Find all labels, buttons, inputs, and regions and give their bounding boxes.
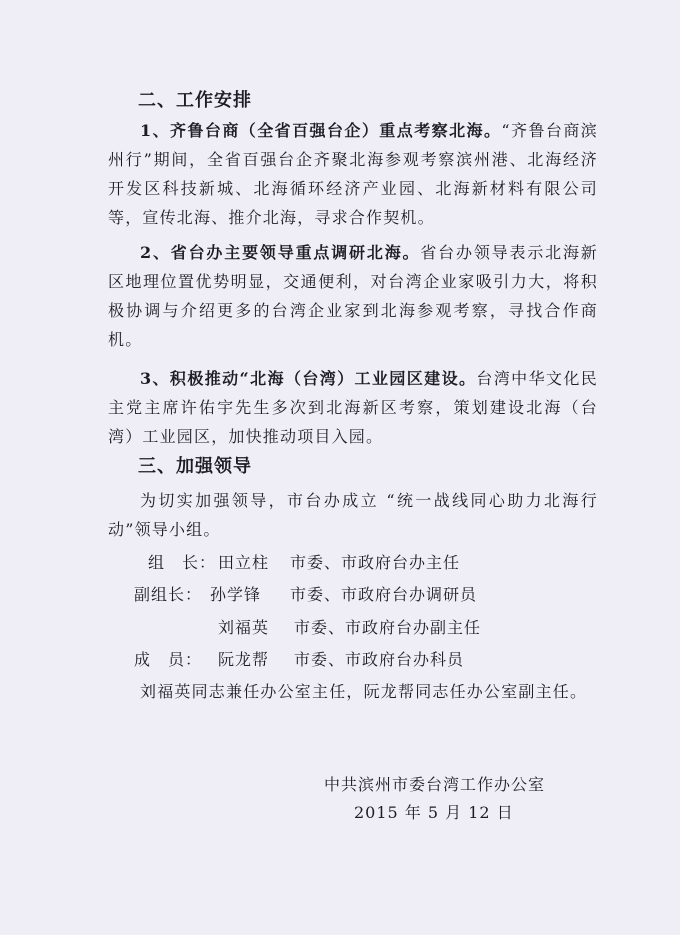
work-item-2-lead: 2、省台办主要领导重点调研北海。 bbox=[140, 243, 421, 262]
roster-title: 市委、市政府台办主任 bbox=[290, 553, 461, 572]
work-item-1-lead: 1、齐鲁台商（全省百强台企）重点考察北海。 bbox=[140, 121, 502, 140]
signature-date: 2015 年 5 月 12 日 bbox=[354, 803, 514, 822]
work-item-3 bbox=[108, 364, 598, 451]
work-item-1-body: “齐鲁台商滨州行”期间，全省百强台企齐聚北海参观考察滨州港、北海经济开发区科技新城、北海循环经济产业园、北海新材料有限公司等，宣传北海、推介北海，寻求合作契机。 bbox=[108, 121, 598, 227]
leadership-closing: 刘福英同志兼任办公室主任，阮龙帮同志任办公室副主任。 bbox=[140, 682, 588, 701]
section-heading-work-plan: 二、工作安排 bbox=[138, 90, 252, 111]
section-heading-leadership: 三、加强领导 bbox=[138, 456, 252, 477]
work-item-3-body: 台湾中华文化民主党主席许佑宇先生多次到北海新区考察，策划建设北海（台湾）工业园区，加快推动项目入园。 bbox=[108, 369, 598, 446]
roster-role: 副组长： bbox=[134, 585, 203, 604]
work-item-2-body: 省台办领导表示北海新区地理位置优势明显，交通便利，对台湾企业家吸引力大，将积极协调与介绍更多的台湾企业家到北海参观考察，寻找合作商机。 bbox=[108, 243, 598, 349]
roster-title: 市委、市政府台办调研员 bbox=[290, 585, 478, 604]
signature-org: 中共滨州市委台湾工作办公室 bbox=[324, 775, 546, 794]
roster-name: 孙学锋 bbox=[210, 585, 262, 604]
leadership-intro: 为切实加强领导，市台办成立 “统一战线同心助力北海行动”领导小组。 bbox=[108, 491, 598, 539]
roster-role: 成 员： bbox=[134, 650, 203, 669]
roster-name: 刘福英 bbox=[218, 618, 270, 637]
roster-title: 市委、市政府台办科员 bbox=[294, 650, 465, 669]
roster-role: 组 长： bbox=[148, 553, 217, 572]
roster-name: 田立柱 bbox=[218, 553, 270, 572]
work-item-1 bbox=[108, 116, 598, 232]
roster-name: 阮龙帮 bbox=[218, 650, 270, 669]
roster-title: 市委、市政府台办副主任 bbox=[294, 618, 482, 637]
work-item-3-lead: 3、积极推动“北海（台湾）工业园区建设。 bbox=[140, 369, 477, 388]
work-item-2 bbox=[108, 238, 598, 354]
